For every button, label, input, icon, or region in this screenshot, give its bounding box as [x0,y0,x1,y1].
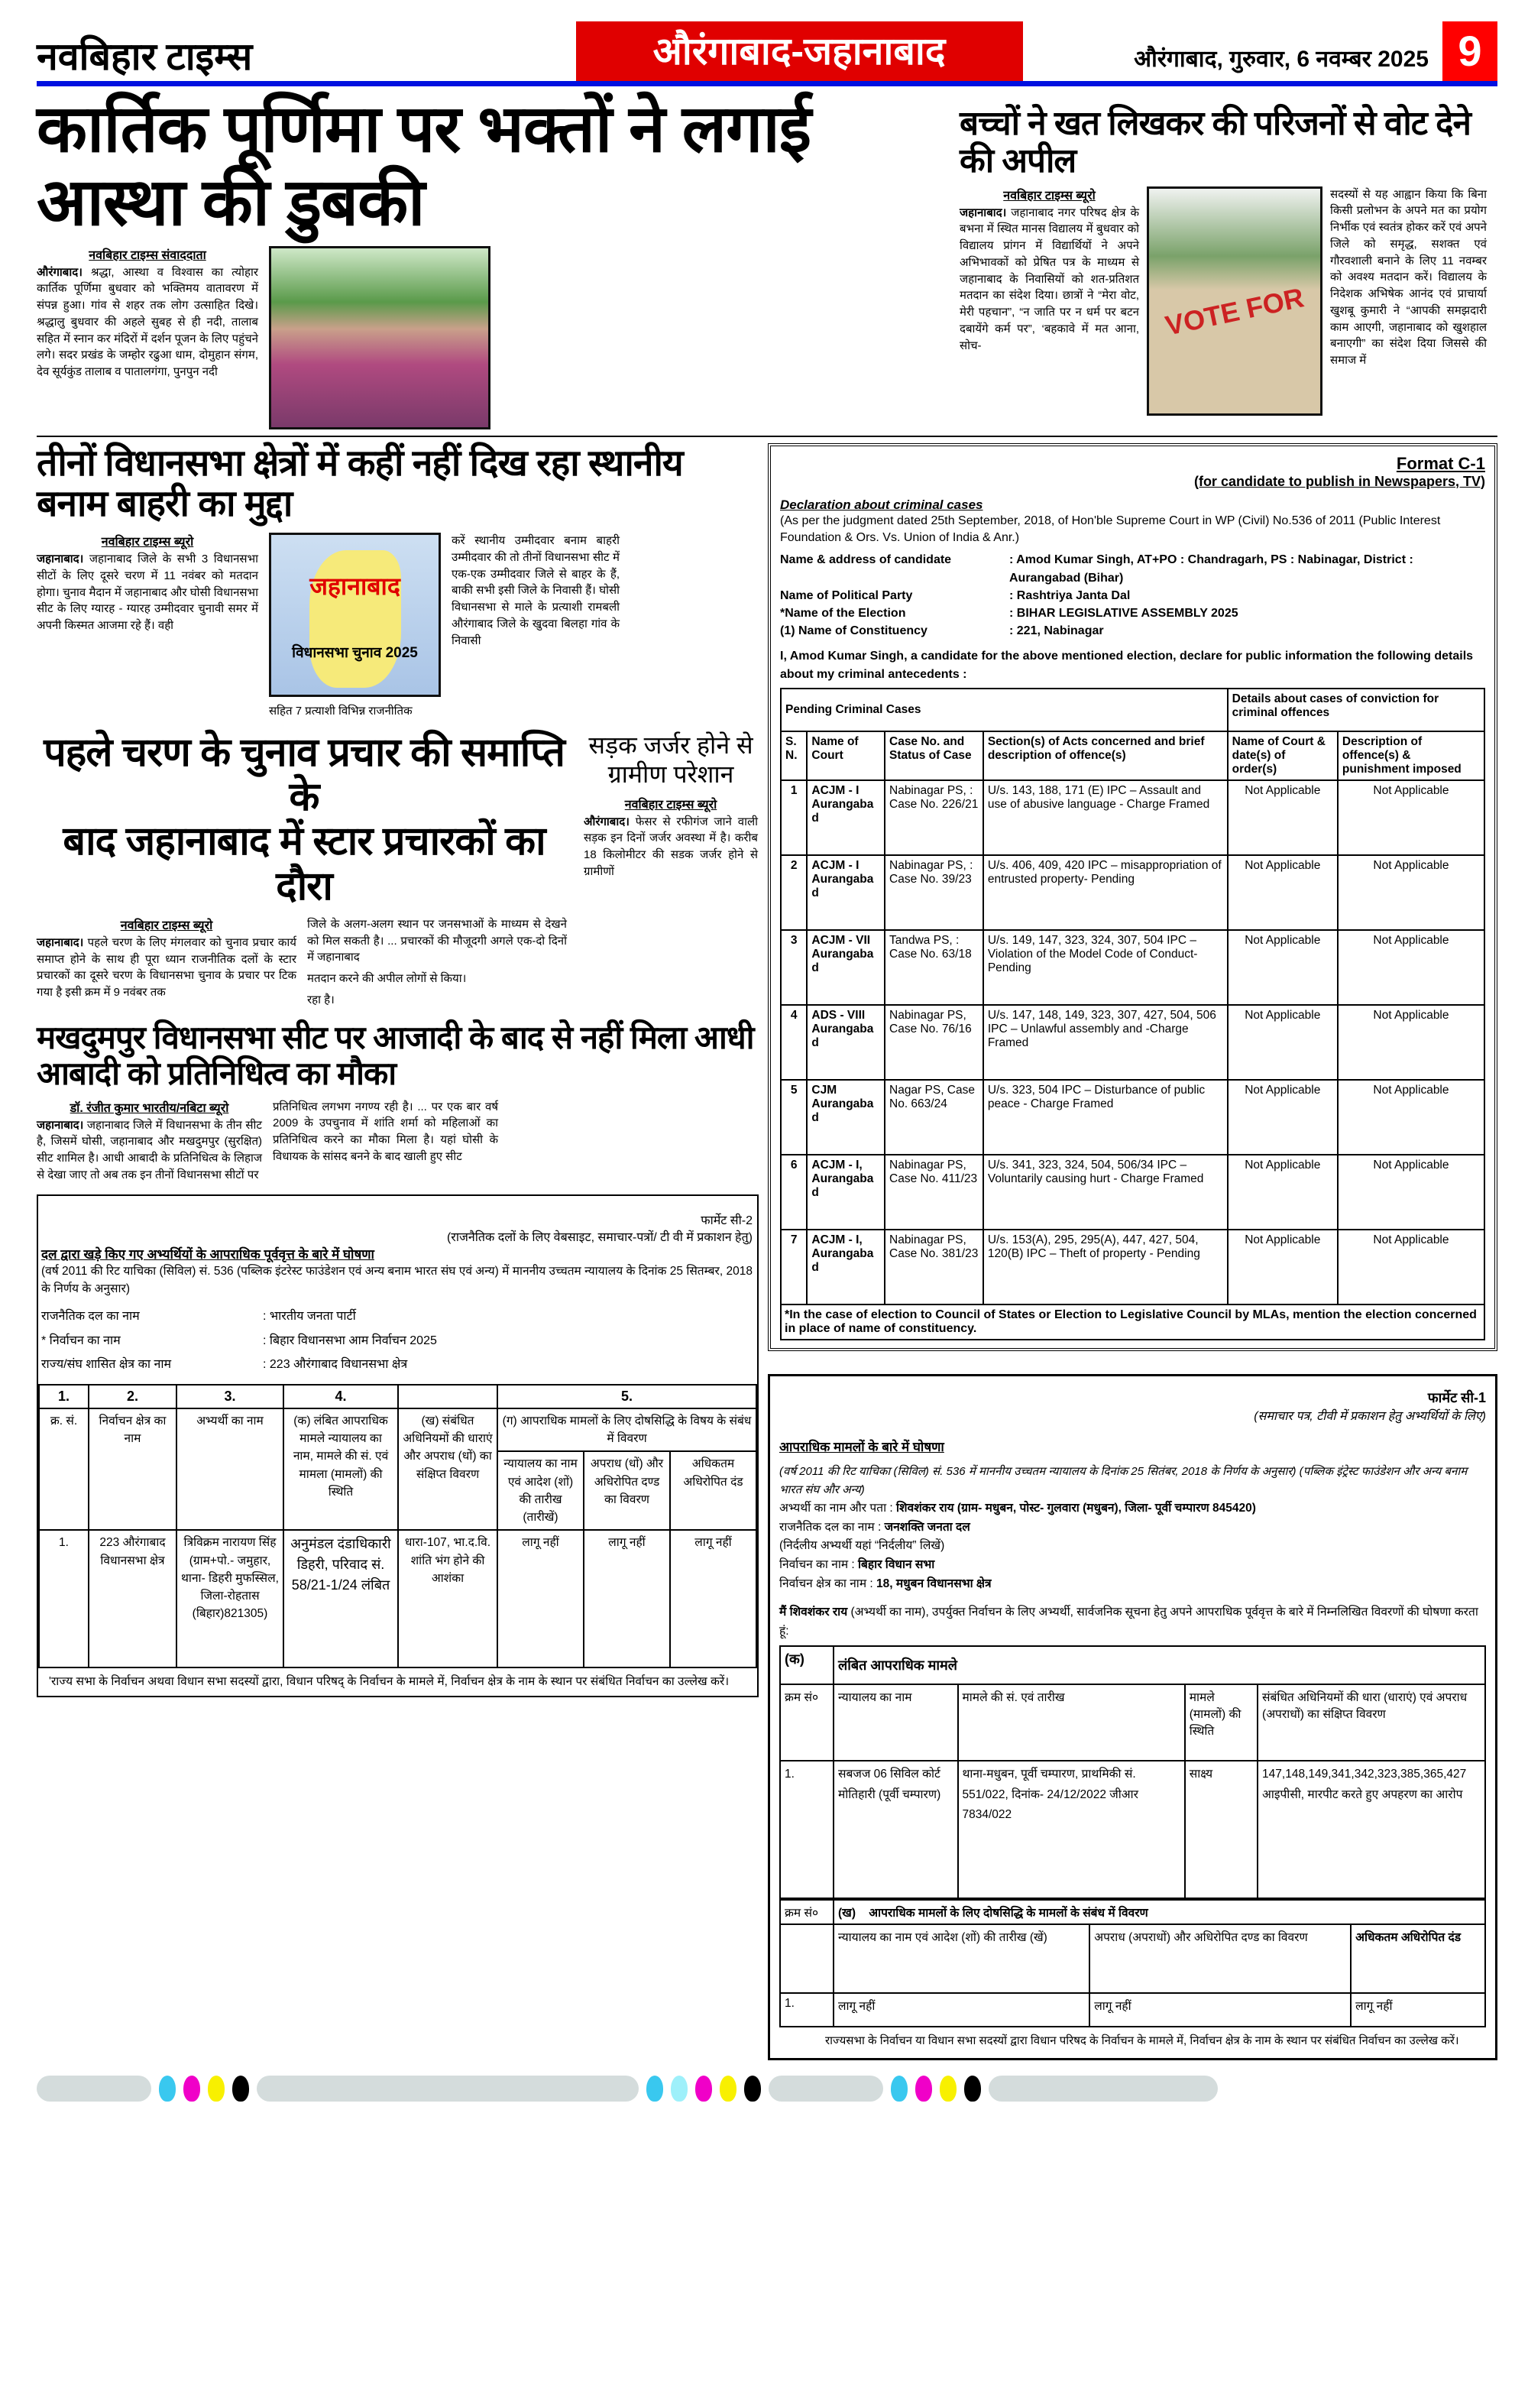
table-cell: 7 [781,1230,807,1304]
column-number: 3. [176,1385,283,1408]
photo-caption-vote: VOTE FOR [1162,280,1307,342]
table-footnote: *In the case of election to Council of States or Election to Legislative Council by MLAs, mention the election concerned in place of name of constituency. [780,1305,1485,1340]
byline: नवबिहार टाइम्स ब्यूरो [101,536,194,549]
field-label: राज्य/संघ शासित क्षेत्र का नाम [41,1358,172,1372]
dateline: जहानाबाद। [37,553,84,566]
criminal-cases-table [780,688,1485,1305]
headline-children-letters: बच्चों ने खत लिखकर की परिजनों से वोट देने की अपील [960,105,1471,180]
table-row [781,1080,1484,1155]
cyan-dot [646,2076,663,2102]
party-candidates-table [38,1384,757,1669]
empty-cell [398,1385,497,1408]
section-b-sn: क्रम सं० [780,1900,834,1924]
article-children-letters [960,92,1494,416]
table-row [780,1761,1485,1898]
table-cell: लागू नहीं [1089,1993,1351,2027]
field-label: अभ्यर्थी का नाम और पता : [779,1501,893,1515]
header-divider [37,81,1497,86]
column-header: न्यायालय का नाम [834,1684,958,1761]
column-header: Case No. and Status of Case [885,731,983,780]
table-cell: लागू नहीं [497,1530,584,1667]
edition-banner: औरंगाबाद-जहानाबाद [576,21,1023,81]
table-cell: Nabinagar PS, : Case No. 226/21 [885,780,983,855]
declaration-heading: आपराधिक मामलों के बारे में घोषणा [779,1439,944,1454]
table-cell: 3 [781,930,807,1005]
table-cell: 5 [781,1080,807,1155]
table-cell: 1. [780,1761,834,1898]
table-cell: U/s. 341, 323, 324, 504, 506/34 IPC – Voluntarily causing hurt - Charge Framed [983,1155,1228,1230]
article-road-condition [584,731,758,880]
field-value: : 221, Nabinagar [1009,624,1104,638]
article-body [37,264,258,381]
column-header: मामले की सं. एवं तारीख [958,1684,1185,1761]
table-footnote: 'राज्य सभा के निर्वाचन अथवा विधान सभा सदस्यों द्वारा, विधान परिषद् के निर्वाचन के मामले में, निर्वाचन क्षेत्र के नाम के स्थान पर संबंधित निर्वाचन का उल्लेख करें। [49,1675,730,1689]
section-b-label: (ख) [838,1907,856,1920]
yellow-dot [720,2076,736,2102]
field-row [779,1518,1486,1538]
field-row [780,604,1485,622]
black-dot [964,2076,981,2102]
table-cell: Not Applicable [1338,930,1484,1005]
table-cell: 1. [780,1993,834,2027]
format-c2 [37,1194,759,1697]
table-cell: Nabinagar PS, : Case No. 39/23 [885,855,983,930]
byline: नवबिहार टाइम्स ब्यूरो [624,798,717,812]
table-cell: Nagar PS, Case No. 663/24 [885,1080,983,1155]
column-number: 2. [89,1385,176,1408]
table-cell: धारा-107, भा.द.वि. शांति भंग होने की आशंका [398,1530,497,1667]
section-b-title: आपराधिक मामलों के लिए दोषसिद्धि के मामलों के संबंध में विवरण [869,1907,1148,1920]
field-value: शिवशंकर राय (ग्राम- मधुबन, पोस्ट- गुलवारा (मधुबन), जिला- पूर्वी चम्पारण 845420) [896,1501,1256,1515]
article-column [37,1099,262,1184]
headline-makhdumpur: मखदुमपुर विधानसभा सीट पर आजादी के बाद से नहीं मिला आधी आबादी को प्रतिनिधित्व का मौका [37,1019,754,1091]
magenta-dot [183,2076,200,2102]
table-cell: U/s. 147, 148, 149, 323, 307, 427, 504, 506 IPC – Unlawful assembly and -Charge Framed [983,1005,1228,1080]
table-row [781,1230,1484,1304]
lower-section [37,443,1497,2061]
column-header: क्रम सं० [780,1684,834,1761]
table-cell: 1. [39,1530,89,1667]
dateline: औरंगाबाद। [37,265,83,279]
article-star-campaigners [37,731,571,1009]
table-cell: Not Applicable [1228,780,1338,855]
article-text-col2: प्रतिनिधित्व लगभग नगण्य रही है। ... पर एक बार वर्ष 2009 के उपचुनाव में शांति शर्मा को महिलाओं का प्रतिनिधित्व करने का मौका मिला है। यहां घोसी के विधायक के सांसद बनने के बाद खाली हुए सीट [273,1100,498,1163]
table-cell: Not Applicable [1228,1155,1338,1230]
column-number: 1. [39,1385,89,1408]
format-subtitle: (समाचार पत्र, टीवी में प्रकाशन हेतु अभ्यर्थियों के लिए) [1254,1409,1486,1423]
column-header: न्यायालय का नाम एवं आदेश (शों) की तारीख (तारीखें) [497,1451,584,1530]
candidate-declaration: I, Amod Kumar Singh, a candidate for the above mentioned election, declare for public information the following details about my criminal antecedents : [780,650,1474,681]
table-cell: Not Applicable [1338,1155,1484,1230]
table-row [781,855,1484,930]
field-row [779,1537,1486,1556]
field-row [780,587,1485,604]
table-cell: Nabinagar PS, Case No. 411/23 [885,1155,983,1230]
field-label: राजनैतिक दल का नाम [41,1310,140,1324]
column-header: मामले (मामलों) की स्थिति [1185,1684,1258,1761]
table-cell: थाना-मधुबन, पूर्वी चम्पारण, प्राथमिकी सं. 551/022, दिनांक- 24/12/2022 जीआर 7834/022 [958,1761,1185,1898]
page-header [37,21,1497,81]
table-cell: Nabinagar PS, Case No. 381/23 [885,1230,983,1304]
field-row [41,1331,754,1351]
table-cell: 223 औरंगाबाद विधानसभा क्षेत्र [89,1530,176,1667]
field-value: : Amod Kumar Singh, AT+PO : Chandragarh, PS : Nabinagar, District : Aurangabad (Bihar) [1009,553,1413,585]
table-cell: Not Applicable [1338,855,1484,930]
section-a-title: लंबित आपराधिक मामले [834,1646,1485,1684]
color-registration-bar [37,2076,1497,2102]
field-row [779,1556,1486,1575]
table-row [39,1530,756,1667]
headline-local-vs-outsider: तीनों विधानसभा क्षेत्रों में कहीं नहीं दिख रहा स्थानीय बनाम बाहरी का मुद्दा [37,442,683,525]
table-cell: अनुमंडल दंडाधिकारी डिहरी, परिवाद सं. 58/21-1/24 लंबित [283,1530,398,1667]
column-header: Name of Court & date(s) of order(s) [1228,731,1338,780]
graphic-title: जहानाबाद [309,572,400,601]
article-kartik-purnima [37,92,938,429]
article-text: जहानाबाद जिले में विधानसभा के तीन सीट है, जिसमें घोसी, जहानाबाद और मखदुमपुर (सुरक्षित) सीट शामिल है। आधी आबादी के प्रतिनिधित्व के लिहाज से देखा जाए तो अब तक इन तीनों विधानसभा सीटों पर [37,1118,262,1181]
article-text: फेसर से रफीगंज जाने वाली सड़क इन दिनों जर्जर अवस्था में है। करीब 18 किलोमीटर की सडक जर्जर होने से ग्रामीणों [584,815,759,878]
table-cell: ADS - VIII Aurangabad [807,1005,885,1080]
column-header: (क) लंबित आपराधिक मामले न्यायालय का नाम, मामले की सं. एवं मामला (मामलों) की स्थिति [283,1408,398,1531]
column-header: (ख) संबंधित अधिनियमों की धाराएं और अपराध (धों) का संक्षिप्त विवरण [398,1408,497,1531]
table-cell: Nabinagar PS, Case No. 76/16 [885,1005,983,1080]
masthead-logo: नवबिहार टाइम्स [37,35,253,78]
table-cell: CJM Aurangabad [807,1080,885,1155]
column-header: अभ्यर्थी का नाम [176,1408,283,1531]
article-text-col3: करें स्थानीय उम्मीदवार बनाम बाहरी उम्मीदवार की तो तीनों विधानसभा सीट में एक-एक उम्मीदवार जिले से बाहर के हैं, बाकी सभी इसी जिले के निवासी हैं। घोसी विधानसभा से माले के प्रत्याशी रामबली औरंगाबाद जिले के खुदवा बिलहा गांव के निवासी [452,534,620,647]
group-conviction: Details about cases of conviction for criminal offences [1228,689,1484,731]
field-row [780,551,1485,586]
table-cell: Not Applicable [1228,1080,1338,1155]
format-c1-english [768,443,1497,1351]
table-cell: 4 [781,1005,807,1080]
field-label: (1) Name of Constituency [780,624,927,638]
byline: नवबिहार टाइम्स ब्यूरो [120,919,213,932]
field-value: : Rashtriya Janta Dal [1009,588,1131,602]
table-row [781,930,1484,1005]
candidate-declaration [779,1603,1486,1642]
field-label: (निर्दलीय अभ्यर्थी यहां “निर्दलीय” लिखें) [779,1539,945,1553]
dateline: जहानाबाद। [960,206,1007,219]
table-cell: Not Applicable [1338,1230,1484,1304]
table-cell: Not Applicable [1228,930,1338,1005]
field-value: : भारतीय जनता पार्टी [263,1310,356,1324]
table-cell: Tandwa PS, : Case No. 63/18 [885,930,983,1005]
article-text: श्रद्धा, आस्था व विश्वास का त्योहार कार्तिक पूर्णिमा बुधवार को भक्तिमय वातावरण में संपन्न हुआ। गांव से शहर तक लोग उत्साहित दिखे। श्रद्धालु बुधवार की अहले सुबह से ही नदी, तालाब सहित में स्नान कर मंदिरों में दर्शन पूजन के लिए पहुंचने लगे। सदर प्रखंड के जम्होर रढुआ धाम, दोमुहान संगम, देव सूर्यकुंड तालाब व पातालगंगा, पुनपुन नदी [37,265,259,379]
article-column [37,246,258,381]
headline-line: पहले चरण के चुनाव प्रचार की समाप्ति के [44,730,565,820]
format-c1-hindi [768,1374,1497,2061]
column-header: अधिकतम अधिरोपित दंड [1351,1924,1485,1993]
table-footnote: राज्यसभा के निर्वाचन या विधान सभा सदस्यों द्वारा विधान परिषद के निर्वाचन के मामले में, निर्वाचन क्षेत्र के नाम के स्थान पर संबंधित निर्वाचन का उल्लेख करें। [825,2034,1459,2048]
field-value: : 223 औरंगाबाद विधानसभा क्षेत्र [263,1358,408,1372]
field-row [41,1307,754,1327]
article-text: जहानाबाद जिले के सभी 3 विधानसभा सीटों के लिए दूसरे चरण में 11 नवंबर को मतदान होगा। चुनाव मैदान में जहानाबाद और घोसी विधानसभा सीट के लिए ग्यारह - ग्यारह उम्मीदवार चुनावी समर में अपनी किस्मत आजमा रहे हैं। वही [37,553,258,633]
dateline: औरंगाबाद। [584,815,630,828]
cyan-dot [891,2076,908,2102]
table-row [781,1005,1484,1080]
column-header: अपराध (धों) और अधिरोपित दण्ड का विवरण [584,1451,670,1530]
column-header: S. N. [781,731,807,780]
article-text-end: मतदान करने की अपील लोगों से किया। [307,972,467,986]
format-title: Format C-1 [1396,453,1485,473]
table-cell: ACJM - I Aurangabad [807,855,885,930]
registration-bar [769,2076,883,2102]
table-cell: Not Applicable [1228,1005,1338,1080]
table-cell: 1 [781,780,807,855]
column-header: संबंधित अधिनियमों की धारा (धाराएं) एवं अपराध (अपराधों) का संक्षिप्त विवरण [1258,1684,1485,1761]
article-makhdumpur [37,1019,759,1184]
article-children-letters-cont: सदस्यों से यह आह्वान किया कि बिना किसी प्रलोभन के अपने मत का प्रयोग निर्भीक एवं स्वतंत्र होकर करें एवं अपने जिले को समृद्ध, सशक्त एवं गौरवशाली बनाने के लिए 11 नवम्बर को अवश्य मतदान करें। विद्यालय के निदेशक अभिषेक आनंद एवं प्राचार्या खुशबू कुमारी ने “आपकी समझदारी काम आएगी, जहानाबाद को खुशहाल बनाएगी” का संदेश दिया जिससे की समाज में [1330,187,1487,368]
byline: डॉ. रंजीत कुमार भारतीय/नबिटा ब्यूरो [70,1101,229,1115]
page-number: 9 [1442,21,1497,81]
table-cell: U/s. 323, 504 IPC – Disturbance of public peace - Charge Framed [983,1080,1228,1155]
table-row [781,780,1484,855]
table-cell: ACJM - I Aurangabad [807,780,885,855]
issue-date: औरंगाबाद, गुरुवार, 6 नवम्बर 2025 [1134,47,1429,72]
field-label: निर्वाचन क्षेत्र का नाम : [779,1577,873,1590]
table-cell: साक्ष्य [1185,1761,1258,1898]
headline-road-condition: सड़क जर्जर होने से ग्रामीण परेशान [588,731,753,789]
article-column [307,916,567,1009]
column-header: क्र. सं. [39,1408,89,1531]
column-header: न्यायालय का नाम एवं आदेश (शों) की तारीख (खें) [834,1924,1089,1993]
table-cell: लागू नहीं [1351,1993,1485,2027]
format-subtitle: (for candidate to publish in Newspapers, TV) [1193,473,1485,489]
dateline: जहानाबाद। [37,1118,84,1132]
field-label: Name & address of candidate [780,553,952,567]
byline: नवबिहार टाइम्स ब्यूरो [1003,189,1096,203]
column-number: 4. [283,1385,398,1408]
light-cyan-dot [671,2076,688,2102]
declaration-text: (अभ्यर्थी का नाम), उपर्युक्त निर्वाचन के लिए अभ्यर्थी, सार्वजनिक सूचना हेतु अपने आपराधिक पूर्ववृत्त के बारे में निम्नलिखित विवरणों की घोषणा करता हूं: [779,1605,1478,1638]
judgment-reference: (वर्ष 2011 की रिट याचिका (सिविल) सं. 536 में माननीय उच्चतम न्यायालय के दिनांक 25 सितंबर, 2018 के निर्णय के अनुसार) (पब्लिक इंट्रेस्ट फाउंडेशन और अन्य बनाम भारत संघ और अन्य) [779,1464,1468,1496]
table-cell: 2 [781,855,807,930]
article-column [960,186,1139,355]
left-column [37,443,759,1697]
section-a-label: (क) [780,1646,834,1684]
star-campaigners-row [37,731,759,1009]
yellow-dot [940,2076,957,2102]
column-header: Name of Court [807,731,885,780]
registration-bar [37,2076,151,2102]
article-column [37,533,258,634]
graphic-subtitle: विधानसभा चुनाव 2025 [292,645,418,662]
article-text-end-2: रहा है। [307,993,335,1006]
table-row [780,1993,1485,2027]
table-cell: U/s. 149, 147, 323, 324, 307, 504 IPC – Violation of the Model Code of Conduct- Pending [983,930,1228,1005]
black-dot [744,2076,761,2102]
table-cell: U/s. 406, 409, 420 IPC – misappropriation of entrusted property- Pending [983,855,1228,930]
table-cell: Not Applicable [1228,855,1338,930]
field-value: बिहार विधान सभा [858,1558,935,1572]
table-cell: लागू नहीं [670,1530,756,1667]
field-value: : बिहार विधानसभा आम निर्वाचन 2025 [263,1334,437,1347]
field-row [779,1575,1486,1594]
registration-bar [257,2076,639,2102]
table-cell: 147,148,149,341,342,323,385,365,427 आइपीसी, मारपीट करते हुए अपहरण का आरोप [1258,1761,1485,1898]
headline-line: बाद जहानाबाद में स्टार प्रचारकों का दौरा [63,819,545,909]
photo-devotees-river [269,246,490,429]
black-dot [232,2076,249,2102]
table-cell: ACJM - VII Aurangabad [807,930,885,1005]
declaration-heading: दल द्वारा खड़े किए गए अभ्यर्थियों के आपराधिक पूर्ववृत्त के बारे में घोषणा [41,1246,374,1262]
judgment-reference: (As per the judgment dated 25th September, 2018, of Hon'ble Supreme Court in WP (Civil) No.536 of 2011 (Public Interest Foundation & Ors. Vs. Union of India & Anr.) [780,514,1441,545]
field-label: राजनैतिक दल का नाम : [779,1520,882,1534]
byline: नवबिहार टाइम्स संवाददाता [89,248,206,262]
field-label: Name of Political Party [780,588,913,602]
table-cell: Not Applicable [1338,1080,1484,1155]
field-label: *Name of the Election [780,606,906,620]
field-row [41,1355,754,1375]
graphic-column [269,533,441,720]
column-header: (ग) आपराधिक मामलों के लिए दोषसिद्धि के विषय के संबंध में विवरण [497,1408,756,1452]
empty-cell [780,1924,834,1993]
field-row [779,1499,1486,1518]
format-subtitle: (राजनैतिक दलों के लिए वेबसाइट, समाचार-पत्रों/ टी वी में प्रकाशन हेतु) [446,1230,753,1244]
column-number: 5. [497,1385,756,1408]
table-row [781,1155,1484,1230]
registration-bar [989,2076,1218,2102]
top-stories [37,92,1497,429]
table-cell: 6 [781,1155,807,1230]
cyan-dot [159,2076,176,2102]
article-text: जहानाबाद नगर परिषद क्षेत्र के बभना में स्थित मानस विद्यालय में बुधवार को विद्यालय प्रांगन में विद्यार्थियों ने अपने अभिभावकों को प्रेषित पत्र के माध्यम से जहानाबाद के निवासियों को शत-प्रतिशत मतदान का संदेश दिया। छात्रों ने “मेरा वोट, मेरी पहचान”, “न जाति पर न धर्म पर बटन दबायेंगे कर्म पर”, ‘बहकावे में मत आना, सोच- [960,206,1139,352]
column-header: निर्वाचन क्षेत्र का नाम [89,1408,176,1531]
graphic-election-2025 [269,533,441,697]
article-local-vs-outsider [37,443,759,720]
photo-vote-formation [1147,186,1322,416]
declaration-heading: Declaration about criminal cases [780,497,983,512]
field-value: जनशक्ति जनता दल [884,1520,970,1534]
table-cell: ACJM - I, Aurangabad [807,1230,885,1304]
judgment-reference: (वर्ष 2011 की रिट याचिका (सिविल) सं. 536 (पब्लिक इंटरेस्ट फाउंडेशन एवं अन्य बनाम भारत संघ एवं अन्य) में माननीय उच्चतम न्यायालय के दिनांक 25 सितम्बर, 2018 के निर्णय के अनुसार) [41,1264,753,1295]
magenta-dot [695,2076,712,2102]
table-cell: त्रिविक्रम नारायण सिंह (ग्राम+पो.- जमुहार, थाना- डिहरी मुफस्सिल, जिला-रोहतास (बिहार)821305) [176,1530,283,1667]
column-header: अपराध (अपराधों) और अधिरोपित दण्ड का विवरण [1089,1924,1351,1993]
table-cell: लागू नहीं [584,1530,670,1667]
format-title: फार्मेट सी-1 [1427,1389,1486,1405]
field-label: निर्वाचन का नाम : [779,1558,855,1572]
column-header: Section(s) of Acts concerned and brief description of offence(s) [983,731,1228,780]
table-cell: सबजज 06 सिविल कोर्ट मोतिहारी (पूर्वी चम्पारण) [834,1761,958,1898]
header-right [1134,21,1497,81]
table-cell: लागू नहीं [834,1993,1089,2027]
article-text-col2: सहित 7 प्रत्याशी विभिन्न राजनीतिक [269,705,413,718]
table-cell: U/s. 143, 188, 171 (E) IPC – Assault and use of abusive language - Charge Framed [983,780,1228,855]
magenta-dot [915,2076,932,2102]
table-cell: Not Applicable [1228,1230,1338,1304]
table-cell: Not Applicable [1338,1005,1484,1080]
right-column [768,443,1497,2061]
group-pending: Pending Criminal Cases [781,689,1228,731]
section-divider [37,436,1497,437]
candidate-name: मैं शिवशंकर राय [779,1605,848,1619]
column-header: Description of offence(s) & punishment imposed [1338,731,1484,780]
dateline: जहानाबाद। [37,935,84,949]
article-column [37,916,296,1001]
headline-star-campaigners [37,731,571,909]
table-cell: Not Applicable [1338,780,1484,855]
column-header: अधिकतम अधिरोपित दंड [670,1451,756,1530]
table-cell: ACJM - I, Aurangabad [807,1155,885,1230]
field-value: : BIHAR LEGISLATIVE ASSEMBLY 2025 [1009,606,1238,620]
conviction-table [779,1899,1486,2027]
pending-cases-table [779,1645,1486,1899]
article-text-col2: जिले के अलग-अलग स्थान पर जनसभाओं के माध्यम से देखने को मिल सकती है। ... प्रचारकों की मौजूदगी अगले एक-दो दिनों में जहानाबाद [307,917,567,964]
article-text: पहले चरण के लिए मंगलवार को चुनाव प्रचार कार्य समाप्त होने के साथ ही पूरा ध्यान राजनीतिक दलों के स्टार प्रचारकों का दूसरे चरण के विधानसभा चुनाव के प्रचार पर टिक गया है इसी क्रम में 9 नवंबर तक [37,935,296,1000]
field-value: 18, मधुबन विधानसभा क्षेत्र [876,1577,992,1590]
table-cell: U/s. 153(A), 295, 295(A), 447, 427, 504, 120(B) IPC – Theft of property - Pending [983,1230,1228,1304]
headline-kartik-purnima: कार्तिक पूर्णिमा पर भक्तों ने लगाई आस्था की डुबकी [37,92,811,240]
field-label: * निर्वाचन का नाम [41,1334,121,1347]
yellow-dot [208,2076,225,2102]
format-title: फार्मेट सी-2 [701,1214,753,1227]
field-row [780,622,1485,640]
